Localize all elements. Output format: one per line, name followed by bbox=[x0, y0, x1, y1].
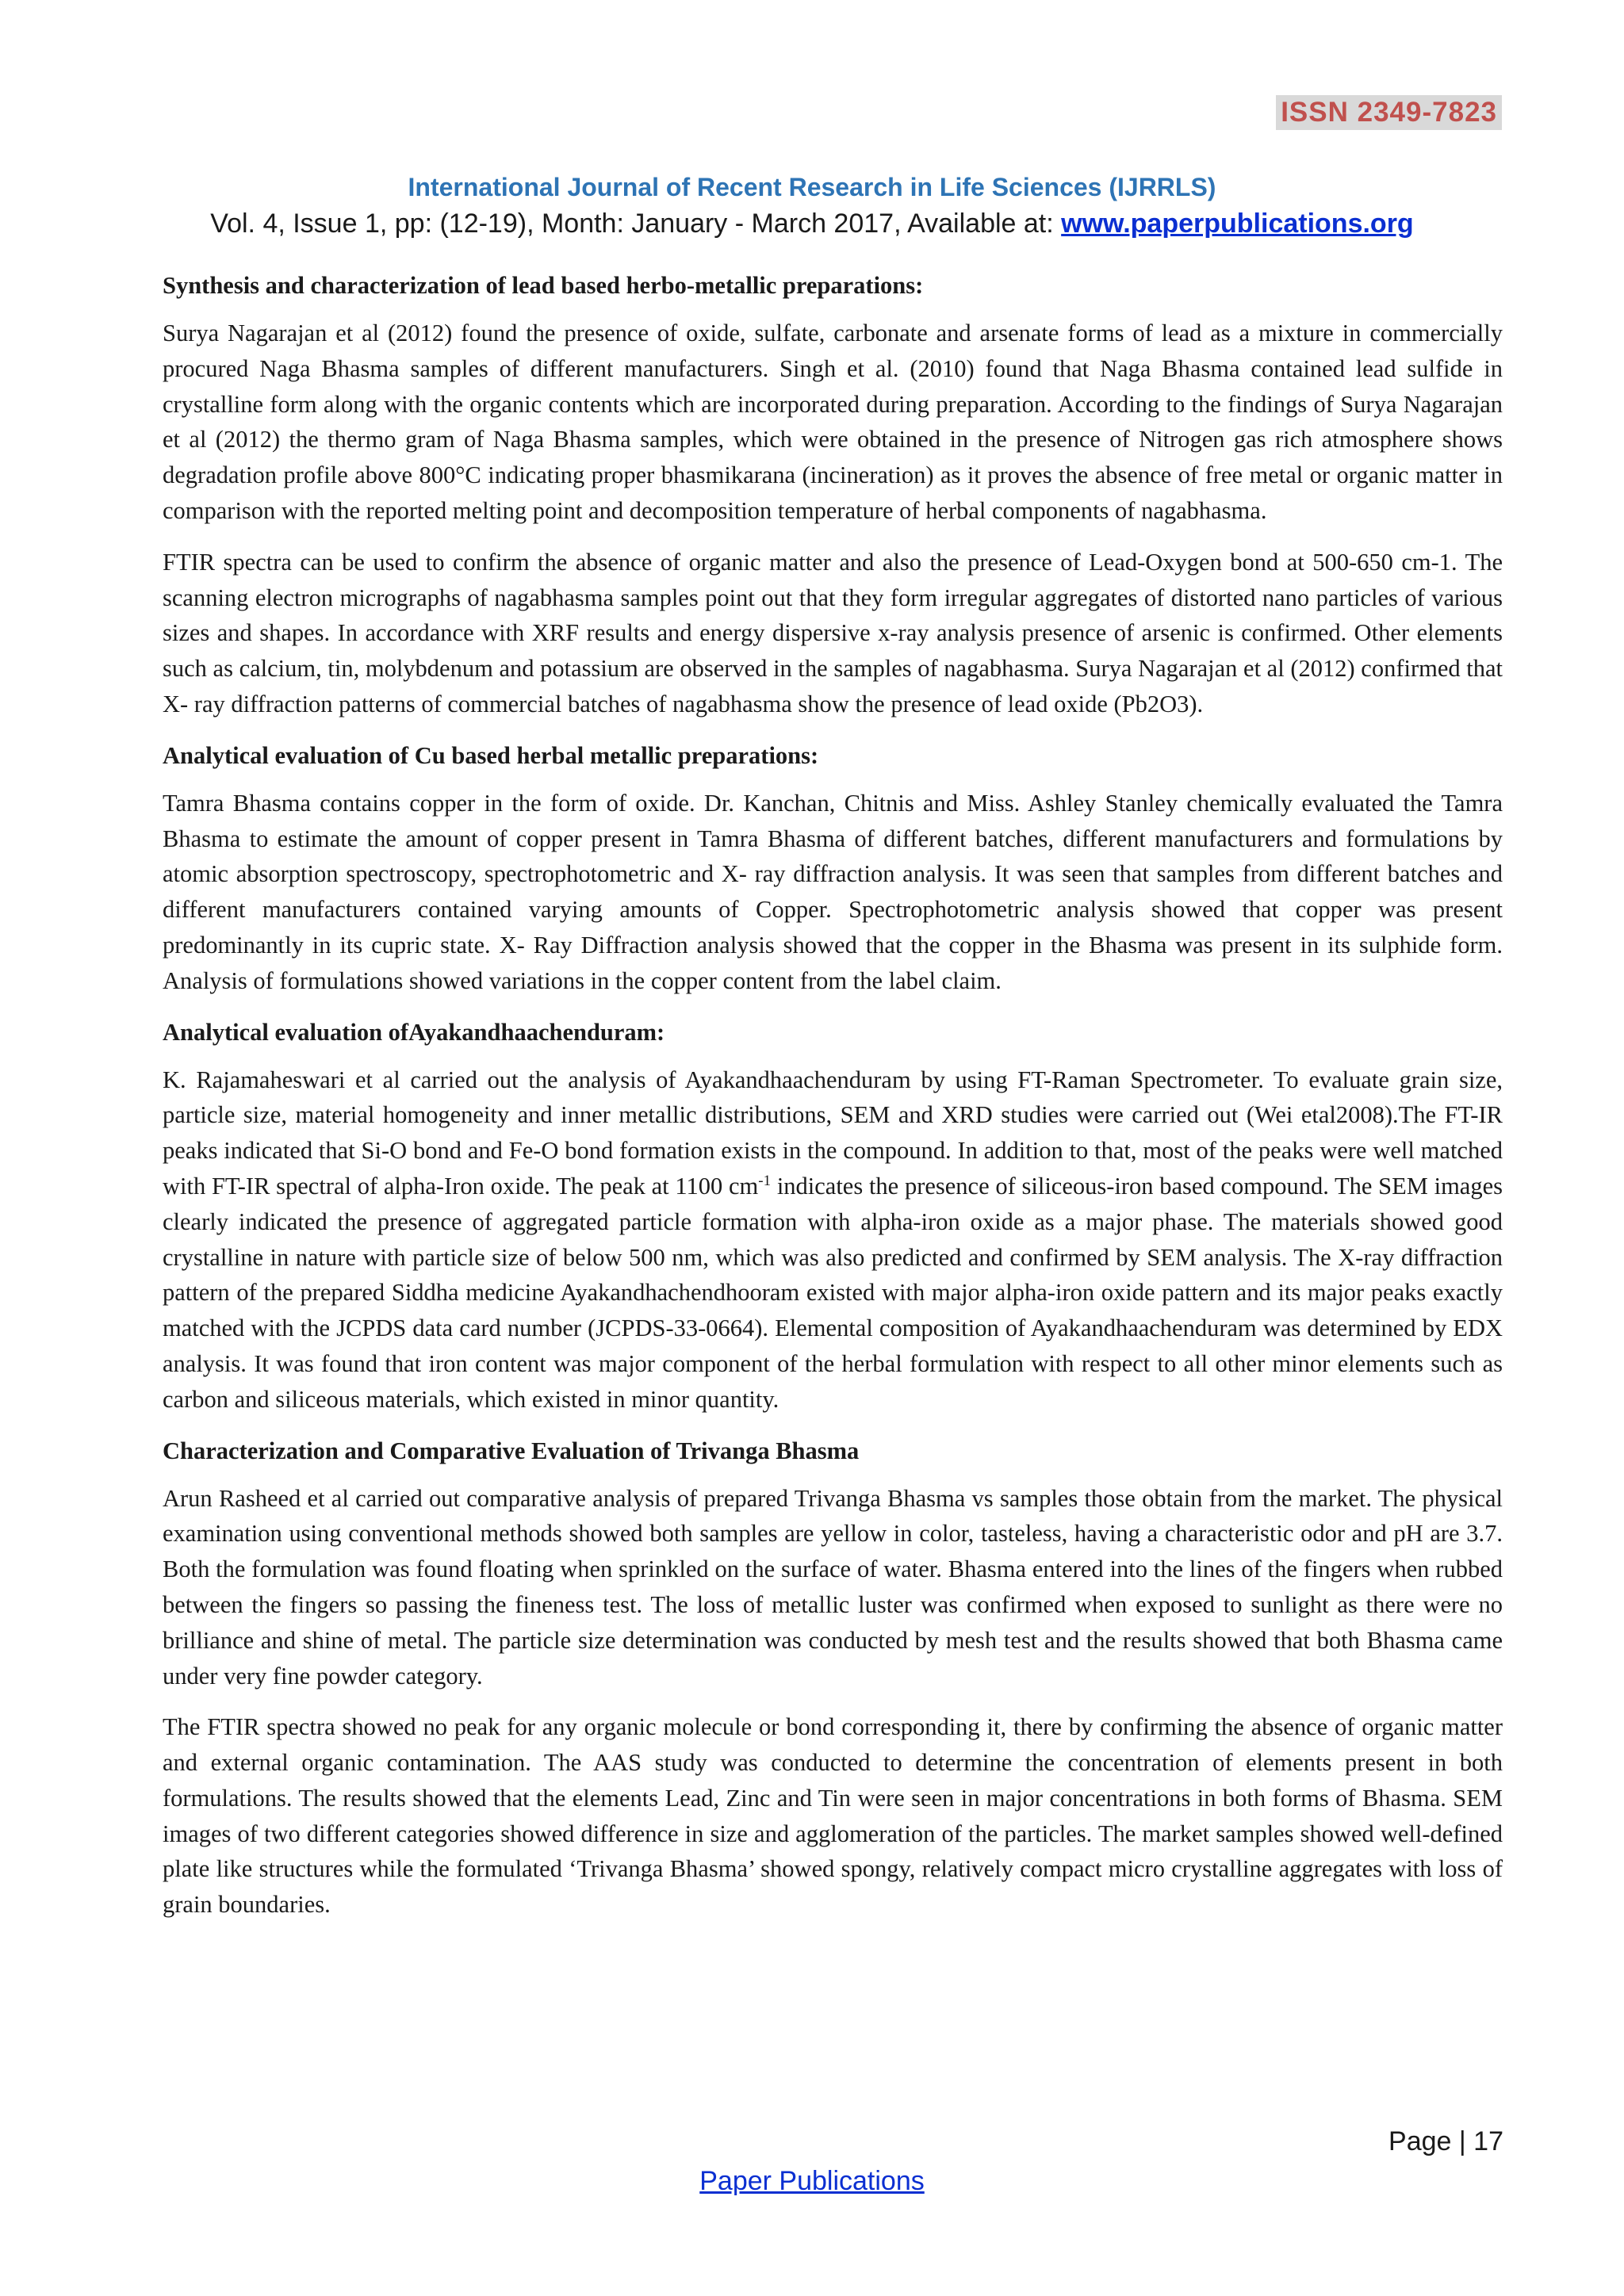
section-heading-lead: Synthesis and characterization of lead based herbo-metallic preparations: bbox=[163, 272, 924, 299]
paragraph-lead-1: Surya Nagarajan et al (2012) found the presence of oxide, sulfate, carbonate and arsenate forms of lead as a mixture in commercially procured Naga Bhasma samples of different manufacturers. Singh et al. (2010) found that Naga Bhasma contained lead sulfide in crystalline form along with the organic contents which are incorporated during preparation. According to the findings of Surya Nagarajan et al (2012) the thermo gram of Naga Bhasma samples, which were obtained in the presence of Nitrogen gas rich atmosphere shows degradation profile above 800°C indicating proper bhasmikarana (incineration) as it proves the absence of free metal or organic matter in comparison with the reported melting point and decomposition temperature of herbal components of nagabhasma. bbox=[163, 320, 1503, 524]
journal-info bbox=[0, 209, 1624, 239]
superscript-minus-one: -1 bbox=[758, 1172, 772, 1189]
section-heading-ayakandha: Analytical evaluation ofAyakandhaachenduram: bbox=[163, 1018, 665, 1046]
journal-website-link[interactable]: www.paperpublications.org bbox=[1061, 209, 1414, 239]
issn-badge: ISSN 2349-7823 bbox=[1276, 95, 1502, 130]
footer-publisher-link[interactable]: Paper Publications bbox=[699, 2166, 925, 2196]
article-body bbox=[163, 268, 1503, 1938]
paragraph-copper-1: Tamra Bhasma contains copper in the form of oxide. Dr. Kanchan, Chitnis and Miss. Ashley Stanley chemically evaluated the Tamra Bhasma to estimate the amount of copper present in Tamra Bhasma of different batches, different manufacturers and formulations by atomic absorption spectroscopy, spectrophotometric and X- ray diffraction analysis. It was seen that samples from different batches and different manufacturers contained varying amounts of Copper. Spectrophotometric analysis showed that copper was present predominantly in its cupric state. X- Ray Diffraction analysis showed that the copper in the Bhasma was present in its sulphide form. Analysis of formulations showed variations in the copper content from the label claim. bbox=[163, 789, 1503, 994]
section-heading-copper: Analytical evaluation of Cu based herbal metallic preparations: bbox=[163, 741, 819, 769]
journal-title: International Journal of Recent Research in Life Sciences (IJRRLS) bbox=[408, 173, 1216, 201]
paragraph-lead-2: FTIR spectra can be used to confirm the absence of organic matter and also the presence of Lead-Oxygen bond at 500-650 cm-1. The scanning electron micrographs of nagabhasma samples point out that they form irregular aggregates of distorted nano particles of various sizes and shapes. In accordance with XRF results and energy dispersive x-ray analysis presence of arsenic is confirmed. Other elements such as calcium, tin, molybdenum and potassium are observed in the samples of nagabhasma. Surya Nagarajan et al (2012) confirmed that X- ray diffraction patterns of commercial batches of nagabhasma show the presence of lead oxide (Pb2O3). bbox=[163, 548, 1503, 718]
paragraph-trivanga-1: Arun Rasheed et al carried out comparative analysis of prepared Trivanga Bhasma vs samples those obtain from the market. The physical examination using conventional methods showed both samples are yellow in color, tasteless, having a characteristic odor and pH are 3.7. Both the formulation was found floating when sprinkled on the surface of water. Bhasma entered into the lines of the fingers when rubbed between the fingers so passing the fineness test. The loss of metallic luster was confirmed when exposed to sunlight as there were no brilliance and shine of metal. The particle size determination was conducted by mesh test and the results showed that both Bhasma came under very fine powder category. bbox=[163, 1484, 1503, 1689]
paragraph-ayakandha-1 bbox=[163, 1062, 1503, 1418]
journal-info-text: Vol. 4, Issue 1, pp: (12-19), Month: January - March 2017, Available at: bbox=[210, 209, 1062, 239]
paragraph-trivanga-2: The FTIR spectra showed no peak for any organic molecule or bond corresponding it, there by confirming the absence of organic matter and external organic contamination. The AAS study was conducted to determine the concentration of elements present in both formulations. The results showed that the elements Lead, Zinc and Tin were seen in major concentrations in both forms of Bhasma. SEM images of two different categories showed difference in size and agglomeration of the particles. The market samples showed well-defined plate like structures while the formulated ‘Trivanga Bhasma’ showed spongy, relatively compact micro crystalline aggregates with loss of grain boundaries. bbox=[163, 1713, 1503, 1919]
section-heading-trivanga: Characterization and Comparative Evaluation of Trivanga Bhasma bbox=[163, 1437, 860, 1464]
page-number: Page | 17 bbox=[1388, 2126, 1503, 2156]
paragraph-ayakandha-part1: K. Rajamaheswari et al carried out the analysis of Ayakandhaachenduram by using FT-Raman Spectrometer. To evaluate grain size, particle size, material homogeneity and inner metallic distributions, SEM and XRD studies were carried out (Wei etal2008).The FT-IR peaks indicated that Si-O bond and Fe-O bond formation exists in the compound. In addition to that, most of the peaks were well matched with FT-IR spectral of alpha-Iron oxide. The peak at 1100 cm bbox=[163, 1066, 1503, 1200]
paragraph-ayakandha-part2: indicates the presence of siliceous-iron based compound. The SEM images clearly indicated the presence of aggregated particle formation with alpha-iron oxide as a major phase. The materials showed good crystalline in nature with particle size of below 500 nm, which was also predicted and confirmed by SEM analysis. The X-ray diffraction pattern of the prepared Siddha medicine Ayakandhachendhooram existed with major alpha-iron oxide pattern and its major peaks exactly matched with the JCPDS data card number (JCPDS-33-0664). Elemental composition of Ayakandhaachenduram was determined by EDX analysis. It was found that iron content was major component of the herbal formulation with respect to all other minor elements such as carbon and siliceous materials, which existed in minor quantity. bbox=[163, 1172, 1503, 1413]
